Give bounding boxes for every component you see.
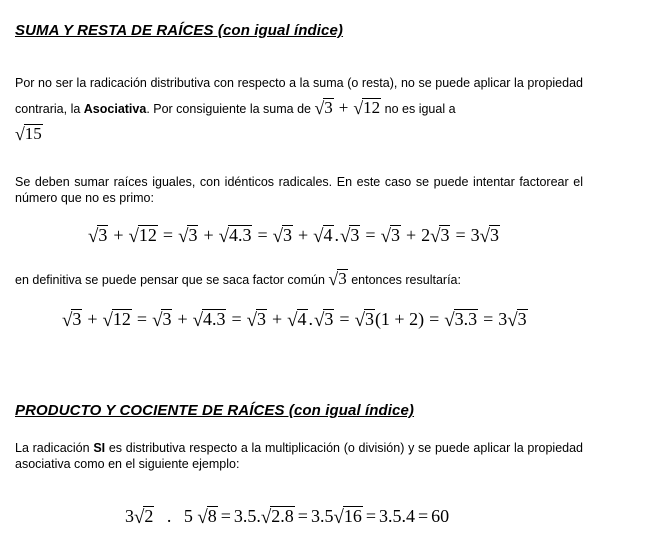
- p1-bold-asociativa: Asociativa: [83, 102, 147, 116]
- section-title-suma-resta: SUMA Y RESTA DE RAÍCES (con igual índice): [15, 22, 344, 39]
- equation-factoring: √3 + √12 = √3 + √4.3 = √3 + √4 .√3 = √3 + 2√3 = 3√3: [88, 225, 499, 247]
- p1-text-a: Por no ser la radicación distributiva con respecto a la suma (o resta), no se puede aplicar la propiedad contraria, la: [15, 76, 583, 116]
- inline-sum: √3 + √12: [314, 97, 381, 118]
- equation-product: 3√2 . 5 √8 = 3.5.√2.8 = 3.5√16 = 3.5.4 = 60: [125, 506, 450, 528]
- inline-root-15: √15: [15, 123, 42, 144]
- section-title-producto-cociente: PRODUCTO Y COCIENTE DE RAÍCES (con igual índice): [15, 402, 415, 419]
- paragraph-asociativa: [15, 71, 583, 147]
- p3-text-b: entonces resultaría:: [351, 273, 461, 287]
- s2-text-a: La radicación: [15, 441, 94, 455]
- paragraph-factor-comun: [15, 266, 595, 292]
- s2-bold-si: SI: [93, 441, 106, 455]
- p3-text-a: en definitiva se puede pensar que se saca factor común: [15, 273, 325, 287]
- paragraph-distributiva: [15, 440, 583, 472]
- p1-text-b: . Por consiguiente la suma de: [146, 102, 311, 116]
- inline-root-3: √3: [328, 268, 347, 289]
- equation-common-factor: √3 + √12 = √3 + √4.3 = √3 + √4 .√3 = √3(1 + 2) = √3.3 = 3√3: [62, 309, 527, 331]
- p1-text-c: no es igual a: [384, 102, 456, 116]
- paragraph-sumar-raices: Se deben sumar raíces iguales, con idénticos radicales. En este caso se puede intentar factorear el número que no es primo:: [15, 175, 583, 205]
- s2-text-b: es distributiva respecto a la multiplicación (o división) y se puede aplicar la propiedad asociativa como en el siguiente ejemplo:: [15, 441, 584, 471]
